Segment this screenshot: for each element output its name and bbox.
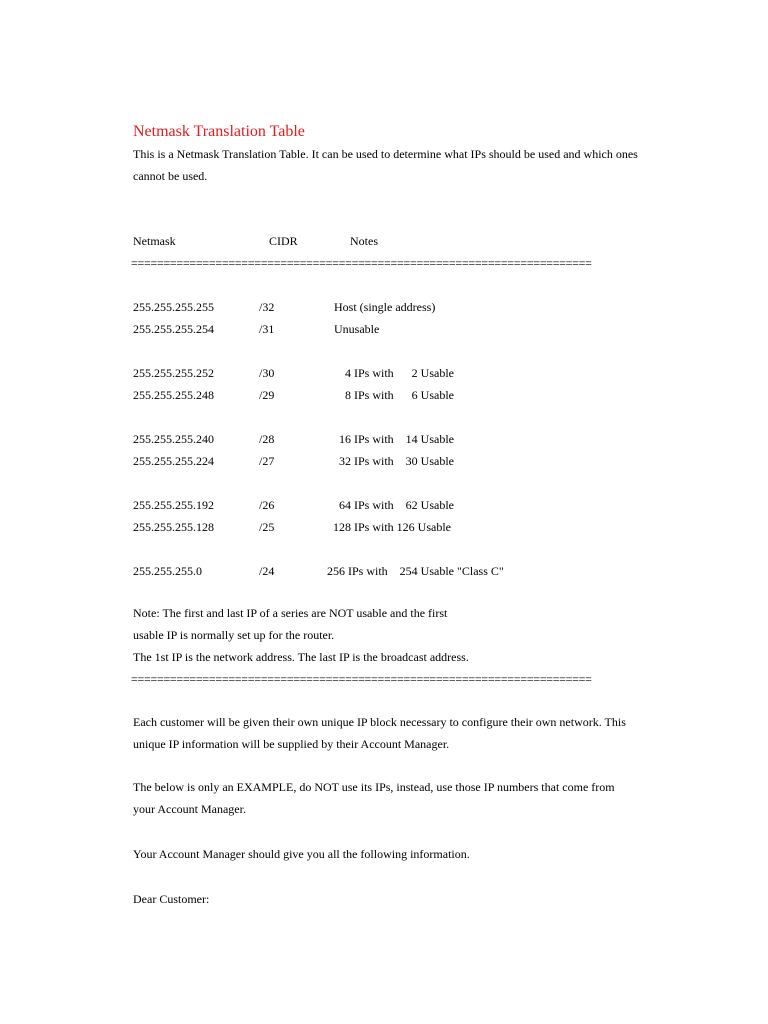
row-cidr: /25	[259, 520, 275, 534]
row-netmask: 255.255.255.252	[133, 366, 214, 380]
table-row	[0, 364, 768, 382]
account-manager-paragraph: Your Account Manager should give you all the following information.	[133, 847, 470, 861]
header-cidr: CIDR	[269, 234, 298, 248]
row-notes: 8 IPs with 6 Usable	[345, 388, 454, 402]
table-row	[0, 562, 768, 580]
header-notes: Notes	[350, 234, 378, 248]
row-notes: 32 IPs with 30 Usable	[339, 454, 454, 468]
table-header	[0, 232, 768, 250]
example-warning-paragraph: The below is only an EXAMPLE, do NOT use its IPs, instead, use those IP numbers that come from your Account Manager.	[133, 780, 615, 816]
row-notes: 64 IPs with 62 Usable	[339, 498, 454, 512]
row-netmask: 255.255.255.224	[133, 454, 214, 468]
note-line-3: The 1st IP is the network address. The last IP is the broadcast address.	[133, 650, 469, 664]
dear-customer-line: Dear Customer:	[133, 892, 210, 906]
row-notes: 16 IPs with 14 Usable	[339, 432, 454, 446]
row-cidr: /32	[259, 300, 275, 314]
row-notes: 256 IPs with 254 Usable "Class C"	[327, 564, 504, 578]
row-notes: Host (single address)	[334, 300, 436, 314]
row-cidr: /31	[259, 322, 275, 336]
table-row	[0, 496, 768, 514]
row-netmask: 255.255.255.0	[133, 564, 202, 578]
intro-paragraph: This is a Netmask Translation Table. It can be used to determine what IPs should be used and which ones cannot be used.	[133, 147, 638, 183]
table-row	[0, 386, 768, 404]
table-row	[0, 430, 768, 448]
row-netmask: 255.255.255.192	[133, 498, 214, 512]
row-netmask: 255.255.255.255	[133, 300, 214, 314]
row-cidr: /26	[259, 498, 275, 512]
row-cidr: /28	[259, 432, 275, 446]
row-netmask: 255.255.255.128	[133, 520, 214, 534]
row-cidr: /27	[259, 454, 275, 468]
table-row	[0, 320, 768, 338]
table-row	[0, 518, 768, 536]
row-cidr: /24	[259, 564, 275, 578]
table-row	[0, 298, 768, 316]
separator-rule-bottom: =======================================================================	[131, 672, 592, 686]
row-cidr: /30	[259, 366, 275, 380]
row-netmask: 255.255.255.248	[133, 388, 214, 402]
header-netmask: Netmask	[133, 234, 176, 248]
row-cidr: /29	[259, 388, 275, 402]
row-netmask: 255.255.255.240	[133, 432, 214, 446]
table-row	[0, 452, 768, 470]
note-line-1: Note: The first and last IP of a series are NOT usable and the first	[133, 606, 448, 620]
row-notes: Unusable	[334, 322, 380, 336]
separator-rule-top: =======================================================================	[131, 256, 592, 270]
row-notes: 4 IPs with 2 Usable	[345, 366, 454, 380]
row-notes: 128 IPs with 126 Usable	[333, 520, 451, 534]
customer-ip-paragraph: Each customer will be given their own unique IP block necessary to configure their own network. This unique IP information will be supplied by their Account Manager.	[133, 715, 626, 751]
row-netmask: 255.255.255.254	[133, 322, 214, 336]
note-line-2: usable IP is normally set up for the router.	[133, 628, 335, 642]
document-title: Netmask Translation Table	[133, 123, 305, 140]
